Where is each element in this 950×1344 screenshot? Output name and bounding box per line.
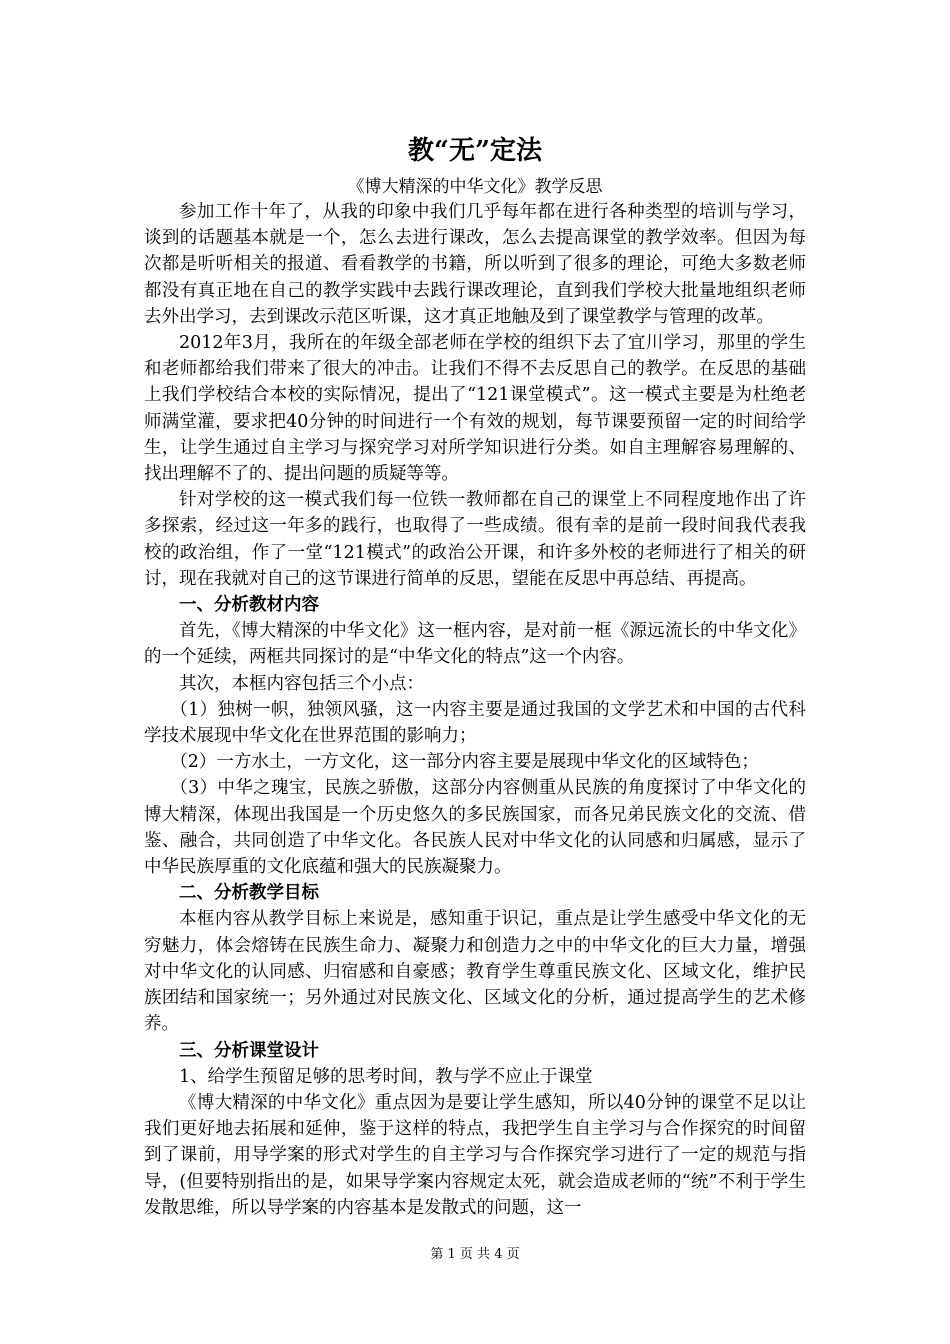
- document-title: 教“无”定法: [408, 136, 542, 166]
- paragraph-section1-second: 其次，本框内容包括三个小点：: [179, 673, 424, 694]
- paragraph-section1-first: 首先，《博大精深的中华文化》这一框内容，是对前一框《源远流长的中华文化》的一个延续，两框共同探讨的是“中华文化的特点”这一个内容。: [144, 621, 806, 668]
- document-subtitle: 《博大精深的中华文化》教学反思: [347, 177, 603, 197]
- section-heading-1: 一、分析教材内容: [179, 595, 319, 616]
- section-heading-3: 三、分析课堂设计: [179, 1040, 319, 1061]
- list-item-1: （1）独树一帜，独领风骚，这一内容主要是通过我国的文学艺术和中国的古代科学技术展现中华文化在世界范围的影响力；: [144, 699, 806, 747]
- list-item-3: （3）中华之瑰宝，民族之骄傲，这部分内容侧重从民族的角度探讨了中华文化的博大精深，体现出我国是一个历史悠久的多民族国家，而各兄弟民族文化的交流、借鉴、融合，共同创造了中华文化。各民族人民对中华文化的认同感和归属感，显示了中华民族厚重的文化底蕴和强大的民族凝聚力。: [144, 778, 806, 878]
- document-body: [144, 133, 806, 1221]
- paragraph-section3-body: 《博大精深的中华文化》重点因为是要让学生感知，所以40分钟的课堂不足以让我们更好地去拓展和延伸，鉴于这样的特点，我把学生自主学习与合作探究的时间留到了课前，用导学案的形式对学生的自主学习与合作探究学习进行了一定的规范与指导，(但要特别指出的是，如果导学案内容规定太死，就会造成老师的“统”不利于学生发散思维，所以导学案的内容基本是发散式的问题，这一: [144, 1092, 806, 1218]
- paragraph-section2: 本框内容从教学目标上来说是，感知重于识记，重点是让学生感受中华文化的无穷魅力，体会熔铸在民族生命力、凝聚力和创造力之中的中华文化的巨大力量，增强对中华文化的认同感、归宿感和自豪感；教育学生尊重民族文化、区域文化，维护民族团结和国家统一；另外通过对民族文化、区域文化的分析，通过提高学生的艺术修养。: [144, 909, 806, 1035]
- paragraph-intro-2: 2012年3月，我所在的年级全部老师在学校的组织下去了宜川学习，那里的学生和老师都给我们带来了很大的冲击。让我们不得不去反思自己的教学。在反思的基础上我们学校结合本校的实际情况，提出了“121课堂模式”。这一模式主要是为杜绝老师满堂灌，要求把40分钟的时间进行一个有效的规划，每节课要预留一定的时间给学生，让学生通过自主学习与探究学习对所学知识进行分类。如自主理解容易理解的、找出理解不了的、提出问题的质疑等等。: [144, 333, 806, 485]
- list-item-2: （2）一方水土，一方文化，这一部分内容主要是展现中华文化的区域特色；: [170, 752, 759, 773]
- paragraph-intro-3: 针对学校的这一模式我们每一位铁一教师都在自己的课堂上不同程度地作出了许多探索，经过这一年多的践行，也取得了一些成绩。很有幸的是前一段时间我代表我校的政治组，作了一堂“121模式”的政治公开课，和许多外校的老师进行了相关的研讨，现在我就对自己的这节课进行简单的反思，望能在反思中再总结、再提高。: [144, 490, 806, 589]
- section-heading-2: 二、分析教学目标: [179, 883, 319, 904]
- paragraph-intro-1: 参加工作十年了，从我的印象中我们几乎每年都在进行各种类型的培训与学习，谈到的话题基本就是一个，怎么去进行课改，怎么去提高课堂的教学效率。但因为每次都是听听相关的报道、看看教学的书籍，所以听到了很多的理论，可绝大多数老师都没有真正地在自己的教学实践中去践行课改理论，直到我们学校大批量地组织老师去外出学习，去到课改示范区听课，这才真正地触及到了课堂教学与管理的改革。: [144, 202, 806, 327]
- paragraph-section3-point1: 1、给学生预留足够的思考时间，教与学不应止于课堂: [179, 1066, 593, 1087]
- page-number-footer: 第 1 页 共 4 页: [430, 1247, 520, 1262]
